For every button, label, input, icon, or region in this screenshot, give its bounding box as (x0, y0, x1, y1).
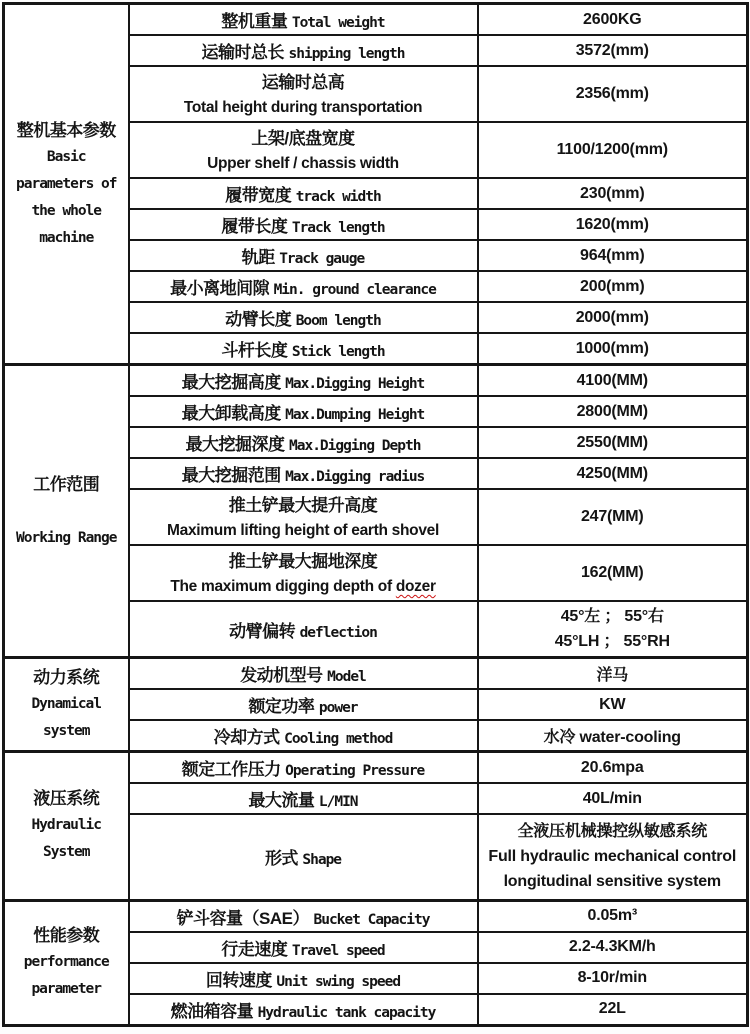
category-title-zh: 性能参数 (33, 926, 100, 945)
value-cell (478, 783, 748, 814)
parameter-cell (129, 302, 478, 333)
parameter-en: L/MIN (318, 794, 358, 810)
category-title-en-line: system (43, 723, 90, 739)
category-title-zh: 整机基本参数 (16, 120, 116, 140)
value-text: 2800(MM) (576, 402, 648, 420)
category-cell (4, 752, 129, 901)
value-cell (478, 814, 748, 900)
parameter-en: Max.Dumping Height (285, 407, 425, 423)
parameter-zh: 最小离地间隙 (170, 279, 270, 298)
value-line: 全液压机械操控纵敏感系统 (517, 823, 708, 841)
parameter-en: Max.Digging Height (285, 376, 425, 392)
parameter-zh: 动臂长度 (225, 310, 292, 329)
category-cell (4, 658, 129, 752)
value-text: 40L/min (582, 789, 642, 807)
value-text: 20.6mpa (580, 758, 644, 776)
parameter-zh: 回转速度 (205, 970, 272, 990)
parameter-en: deflection (299, 624, 377, 641)
table-row (4, 4, 748, 36)
parameter-zh: 运输时总高 (261, 73, 345, 92)
value-text: 247(MM) (580, 508, 644, 525)
parameter-cell (129, 932, 478, 963)
value-text: 4250(MM) (576, 464, 648, 482)
value-cell (478, 932, 748, 963)
parameter-en: Operating Pressure (285, 763, 425, 779)
value-cell (478, 122, 748, 178)
value-cell (478, 209, 748, 240)
category-title-en-line: Dynamical (31, 696, 102, 712)
value-cell (478, 333, 748, 365)
parameter-zh: 动臂偏转 (229, 621, 296, 641)
value-text: 1100/1200(mm) (556, 141, 668, 158)
parameter-cell (129, 66, 478, 122)
value-cell (478, 752, 748, 784)
value-cell (478, 458, 748, 489)
value-cell (478, 4, 748, 36)
table-row (4, 365, 748, 397)
parameter-cell (129, 333, 478, 365)
category-title-zh: 液压系统 (33, 789, 100, 809)
parameter-zh: 斗杆长度 (221, 341, 288, 360)
value-text: 2356(mm) (575, 85, 649, 102)
parameter-en: Track gauge (279, 251, 365, 267)
parameter-en: Unit swing speed (276, 973, 401, 990)
parameter-en (134, 575, 473, 598)
parameter-cell (129, 994, 478, 1026)
parameter-en: Travel speed (291, 942, 385, 959)
parameter-zh: 行走速度 (221, 939, 288, 959)
parameter-zh: 最大挖掘深度 (185, 435, 285, 454)
parameter-zh: 运输时总长 (201, 43, 285, 62)
parameter-cell (129, 365, 478, 397)
value-cell (478, 427, 748, 458)
value-line: Full hydraulic mechanical control (488, 848, 737, 866)
table-row (4, 752, 748, 784)
value-text: 1000(mm) (575, 339, 649, 357)
category-title-en-line: machine (39, 229, 94, 246)
table-row (4, 900, 748, 932)
value-cell (478, 178, 748, 209)
parameter-zh: 整机重量 (221, 12, 288, 31)
category-cell (4, 900, 129, 1025)
value-cell (478, 994, 748, 1026)
parameter-en-text: The maximum digging depth of (170, 578, 396, 595)
parameter-en: Shape (302, 852, 342, 869)
parameter-cell (129, 689, 478, 720)
parameter-cell (129, 271, 478, 302)
value-cell (478, 489, 748, 545)
parameter-cell (129, 601, 478, 658)
value-cell (478, 240, 748, 271)
value-text: 4100(MM) (576, 371, 648, 389)
parameter-en: Upper shelf / chassis width (207, 155, 399, 172)
value-cell (478, 900, 748, 932)
parameter-en: Maximum lifting height of earth shovel (167, 522, 439, 539)
value-text: 3572(mm) (575, 41, 649, 59)
category-title-en-line: Basic (46, 148, 86, 165)
value-cell (478, 396, 748, 427)
value-text: 22L (598, 1000, 626, 1017)
parameter-zh: 发动机型号 (240, 666, 323, 685)
value-text: 8-10r/min (577, 969, 647, 986)
category-title-en-line (9, 498, 124, 525)
category-title-en-line: performance (23, 954, 109, 970)
value-text: 洋马 (596, 667, 629, 684)
parameter-en: shipping length (288, 46, 405, 62)
table-row (4, 658, 748, 690)
parameter-cell (129, 240, 478, 271)
parameter-cell (129, 814, 478, 900)
value-text: 2550(MM) (576, 433, 648, 451)
category-title-en-line: the whole (31, 202, 102, 219)
parameter-zh: 形式 (264, 849, 298, 869)
parameter-zh: 额定功率 (248, 697, 315, 716)
parameter-en: Stick length (291, 344, 385, 360)
parameter-en: Model (327, 669, 366, 685)
parameter-en: Bucket Capacity (313, 911, 430, 928)
parameter-cell (129, 783, 478, 814)
parameter-en: Track length (291, 220, 385, 236)
parameter-cell (129, 752, 478, 784)
value-cell (478, 658, 748, 690)
parameter-zh: 推土铲最大提升高度 (228, 496, 378, 515)
parameter-cell (129, 178, 478, 209)
value-cell (478, 720, 748, 752)
parameter-en: power (318, 700, 358, 716)
parameter-zh: 最大挖掘范围 (181, 466, 281, 485)
parameter-zh: 上架/底盘宽度 (251, 129, 355, 148)
parameter-zh: 冷却方式 (213, 728, 280, 747)
parameter-zh: 轨距 (241, 248, 275, 267)
value-text: 2600KG (583, 10, 642, 28)
value-text: 0.05m³ (587, 907, 637, 924)
parameter-cell (129, 427, 478, 458)
parameter-cell (129, 35, 478, 66)
parameter-en: Max.Digging Depth (289, 438, 421, 454)
category-title-en-line: parameters of (16, 175, 117, 192)
parameter-zh: 最大卸载高度 (181, 404, 281, 423)
value-cell (478, 302, 748, 333)
parameter-en: Cooling method (284, 731, 393, 747)
spec-table-body (4, 4, 748, 1026)
parameter-cell (129, 396, 478, 427)
parameter-zh: 推土铲最大掘地深度 (228, 552, 378, 571)
parameter-cell (129, 458, 478, 489)
category-title-zh: 动力系统 (33, 668, 100, 687)
parameter-en: Min. ground clearance (273, 282, 436, 298)
value-cell (478, 545, 748, 601)
value-cell (478, 35, 748, 66)
value-cell (478, 601, 748, 658)
category-title-en-line: Working Range (16, 529, 117, 546)
parameter-cell (129, 209, 478, 240)
parameter-cell (129, 658, 478, 690)
category-title-en-line: Hydraulic (31, 817, 102, 834)
parameter-en: Total weight (291, 15, 385, 31)
parameter-zh: 履带长度 (221, 217, 288, 236)
parameter-en: Hydraulic tank capacity (257, 1004, 436, 1021)
parameter-cell (129, 900, 478, 932)
parameter-en-misspelled-word: dozer (395, 578, 436, 595)
value-text: 964(mm) (580, 246, 645, 264)
parameter-cell (129, 720, 478, 752)
parameter-zh: 最大挖掘高度 (181, 373, 281, 392)
value-line: 45°LH ； 55°RH (554, 633, 670, 650)
parameter-cell (129, 489, 478, 545)
parameter-zh: 履带宽度 (225, 186, 292, 205)
value-text: KW (599, 695, 626, 713)
value-text: 2000(mm) (575, 308, 649, 326)
parameter-cell (129, 122, 478, 178)
value-cell (478, 365, 748, 397)
parameter-zh: 燃油箱容量 (170, 1001, 254, 1021)
parameter-zh: 最大流量 (248, 791, 315, 810)
category-title-en-line: parameter (31, 981, 102, 997)
value-cell (478, 271, 748, 302)
parameter-en: track width (295, 189, 381, 205)
category-cell (4, 365, 129, 658)
value-cell (478, 689, 748, 720)
parameter-cell (129, 4, 478, 36)
parameter-cell (129, 545, 478, 601)
parameter-en: Boom length (295, 313, 381, 329)
parameter-cell (129, 963, 478, 994)
parameter-zh: 额定工作压力 (181, 760, 281, 779)
value-text: 162(MM) (580, 564, 644, 581)
category-title-zh: 工作范围 (33, 474, 100, 494)
value-text: 200(mm) (580, 277, 645, 295)
value-line: 45°左 ； 55°右 (560, 608, 664, 625)
parameter-en: Total height during transportation (183, 99, 423, 116)
value-text: 水冷 water-cooling (543, 729, 681, 746)
spec-table (2, 2, 749, 1027)
value-text: 2.2-4.3KM/h (568, 938, 656, 955)
category-cell (4, 4, 129, 365)
value-text: 230(mm) (580, 184, 645, 202)
category-title-en-line: System (43, 844, 90, 861)
parameter-en: Max.Digging radius (285, 469, 425, 485)
value-line: longitudinal sensitive system (503, 873, 721, 891)
value-cell (478, 963, 748, 994)
parameter-zh: 铲斗容量（SAE） (176, 908, 310, 928)
value-text: 1620(mm) (575, 215, 649, 233)
value-cell (478, 66, 748, 122)
